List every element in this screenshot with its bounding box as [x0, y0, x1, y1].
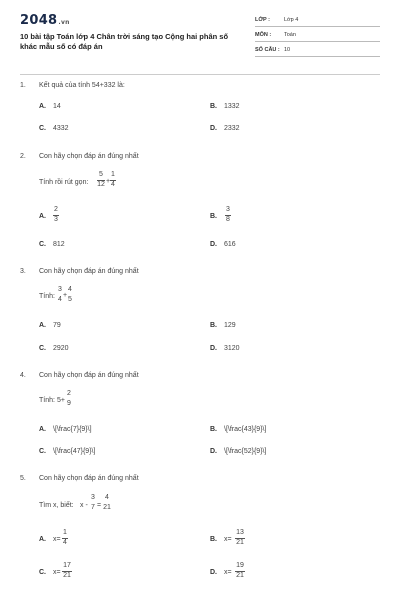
- option-label: C.: [39, 569, 46, 576]
- option-value: \[\frac{43}{9}\]: [224, 426, 267, 433]
- numerator: 1: [111, 171, 115, 178]
- denominator: 21: [103, 504, 111, 511]
- option-label: A.: [39, 103, 46, 110]
- option-value: 812: [53, 241, 65, 248]
- numerator: 3: [58, 286, 62, 293]
- option-c[interactable]: [39, 345, 69, 352]
- fraction: [110, 171, 116, 189]
- fraction: [67, 286, 73, 304]
- question-text: Con hãy chọn đáp án đúng nhất: [39, 475, 139, 482]
- option-label: B.: [210, 322, 217, 329]
- meta-value: Lớp 4: [284, 17, 299, 23]
- option-label: B.: [210, 103, 217, 110]
- question-prompt: Tính rồi rút gọn:: [39, 179, 89, 186]
- meta-key: SỐ CÂU :: [255, 47, 280, 53]
- option-label: D.: [210, 448, 217, 455]
- denominator: 8: [226, 216, 230, 223]
- option-a[interactable]: [39, 103, 61, 110]
- numerator: 3: [226, 206, 230, 213]
- document-title: 10 bài tập Toán lớp 4 Chân trời sáng tạo Cộng hai phân số khác mẫu số có đáp án: [20, 32, 229, 51]
- question-prompt: Tìm x, biết:: [39, 502, 74, 509]
- operator: +: [106, 178, 111, 185]
- header-divider: [20, 74, 380, 75]
- option-a[interactable]: [39, 536, 61, 543]
- option-b[interactable]: [210, 103, 240, 110]
- option-label: B.: [210, 536, 217, 543]
- option-c-fraction: [62, 562, 72, 580]
- denominator: 7: [91, 504, 95, 511]
- option-b[interactable]: [210, 213, 224, 220]
- option-label: A.: [39, 426, 46, 433]
- option-d[interactable]: [210, 448, 266, 455]
- option-label: C.: [39, 241, 46, 248]
- operator: +: [63, 292, 68, 299]
- question-text: Con hãy chọn đáp án đúng nhất: [39, 372, 139, 379]
- option-a[interactable]: [39, 426, 92, 433]
- fraction: [90, 494, 96, 512]
- meta-key: LỚP :: [255, 17, 270, 23]
- numerator: 17: [63, 562, 71, 569]
- option-value: \[\frac{52}{9}\]: [224, 448, 267, 455]
- option-value: 2920: [53, 345, 69, 352]
- option-label: A.: [39, 322, 46, 329]
- question-number: 4.: [20, 372, 26, 379]
- denominator: 4: [58, 296, 62, 303]
- option-b[interactable]: [210, 426, 266, 433]
- meta-value: 10: [284, 47, 291, 53]
- option-d-fraction: [235, 562, 245, 580]
- option-b-fraction: [235, 529, 245, 547]
- question-prompt: Tính:: [39, 293, 55, 300]
- expression-lhs: x -: [80, 502, 88, 509]
- denominator: 9: [67, 400, 71, 407]
- option-value: 79: [53, 322, 61, 329]
- logo-suffix: .vn: [58, 19, 70, 26]
- option-a[interactable]: [39, 322, 61, 329]
- question-text: Con hãy chọn đáp án đúng nhất: [39, 268, 139, 275]
- denominator: 21: [236, 572, 244, 579]
- denominator: 4: [111, 181, 115, 188]
- meta-key: MÔN :: [255, 32, 272, 38]
- option-c[interactable]: [39, 569, 61, 576]
- option-value: 129: [224, 322, 236, 329]
- question-text: Kết quả của tính 54+332 là:: [39, 82, 125, 89]
- denominator: 5: [68, 296, 72, 303]
- fraction: [66, 390, 72, 408]
- numerator: 4: [68, 286, 72, 293]
- option-value: 4332: [53, 125, 69, 132]
- option-prefix: x=: [224, 536, 232, 543]
- question-number: 1.: [20, 82, 26, 89]
- question-number: 3.: [20, 268, 26, 275]
- denominator: 21: [63, 572, 71, 579]
- option-c[interactable]: [39, 241, 65, 248]
- meta-grade: [255, 13, 380, 27]
- question-number: 5.: [20, 475, 26, 482]
- option-label: C.: [39, 448, 46, 455]
- option-value: \[\frac{47}{9}\]: [53, 448, 96, 455]
- question-number: 2.: [20, 153, 26, 160]
- option-d[interactable]: [210, 345, 240, 352]
- option-a[interactable]: [39, 213, 53, 220]
- numerator: 3: [91, 494, 95, 501]
- option-label: D.: [210, 569, 217, 576]
- meta-value: Toán: [284, 32, 296, 38]
- equals-sign: =: [97, 502, 102, 509]
- option-prefix: x=: [53, 569, 61, 576]
- page-header: [0, 0, 400, 70]
- option-d[interactable]: [210, 125, 240, 132]
- option-value: 14: [53, 103, 61, 110]
- meta-subject: [255, 28, 380, 42]
- option-b[interactable]: [210, 322, 236, 329]
- option-prefix: x=: [53, 536, 61, 543]
- option-label: C.: [39, 345, 46, 352]
- option-value: \[\frac{7}{9}\]: [53, 426, 92, 433]
- option-value: 1332: [224, 103, 240, 110]
- denominator: 3: [54, 216, 58, 223]
- site-logo[interactable]: [20, 13, 70, 28]
- logo-text: 2048: [20, 13, 58, 28]
- question-prompt: Tính:: [39, 397, 55, 404]
- question-text: Con hãy chọn đáp án đúng nhất: [39, 153, 139, 160]
- numerator: 19: [236, 562, 244, 569]
- option-c[interactable]: [39, 125, 69, 132]
- denominator: 12: [97, 181, 105, 188]
- option-d[interactable]: [210, 569, 232, 576]
- option-label: A.: [39, 213, 46, 220]
- numerator: 5: [99, 171, 103, 178]
- whole-number: 5+: [57, 397, 65, 404]
- numerator: 13: [236, 529, 244, 536]
- option-c[interactable]: [39, 448, 95, 455]
- option-b-fraction: [225, 206, 231, 224]
- option-value: 3120: [224, 345, 240, 352]
- fraction: [97, 171, 105, 189]
- fraction: [102, 494, 112, 512]
- option-label: C.: [39, 125, 46, 132]
- option-label: D.: [210, 125, 217, 132]
- option-value: 616: [224, 241, 236, 248]
- denominator: 21: [236, 539, 244, 546]
- option-d[interactable]: [210, 241, 236, 248]
- denominator: 4: [63, 539, 67, 546]
- numerator: 2: [54, 206, 58, 213]
- option-a-fraction: [53, 206, 59, 224]
- numerator: 1: [63, 529, 67, 536]
- option-value: 2332: [224, 125, 240, 132]
- meta-question-count: [255, 43, 380, 57]
- option-label: B.: [210, 426, 217, 433]
- option-prefix: x=: [224, 569, 232, 576]
- option-label: D.: [210, 241, 217, 248]
- option-label: A.: [39, 536, 46, 543]
- option-label: B.: [210, 213, 217, 220]
- option-b[interactable]: [210, 536, 232, 543]
- numerator: 2: [67, 390, 71, 397]
- option-a-fraction: [62, 529, 68, 547]
- numerator: 4: [105, 494, 109, 501]
- option-label: D.: [210, 345, 217, 352]
